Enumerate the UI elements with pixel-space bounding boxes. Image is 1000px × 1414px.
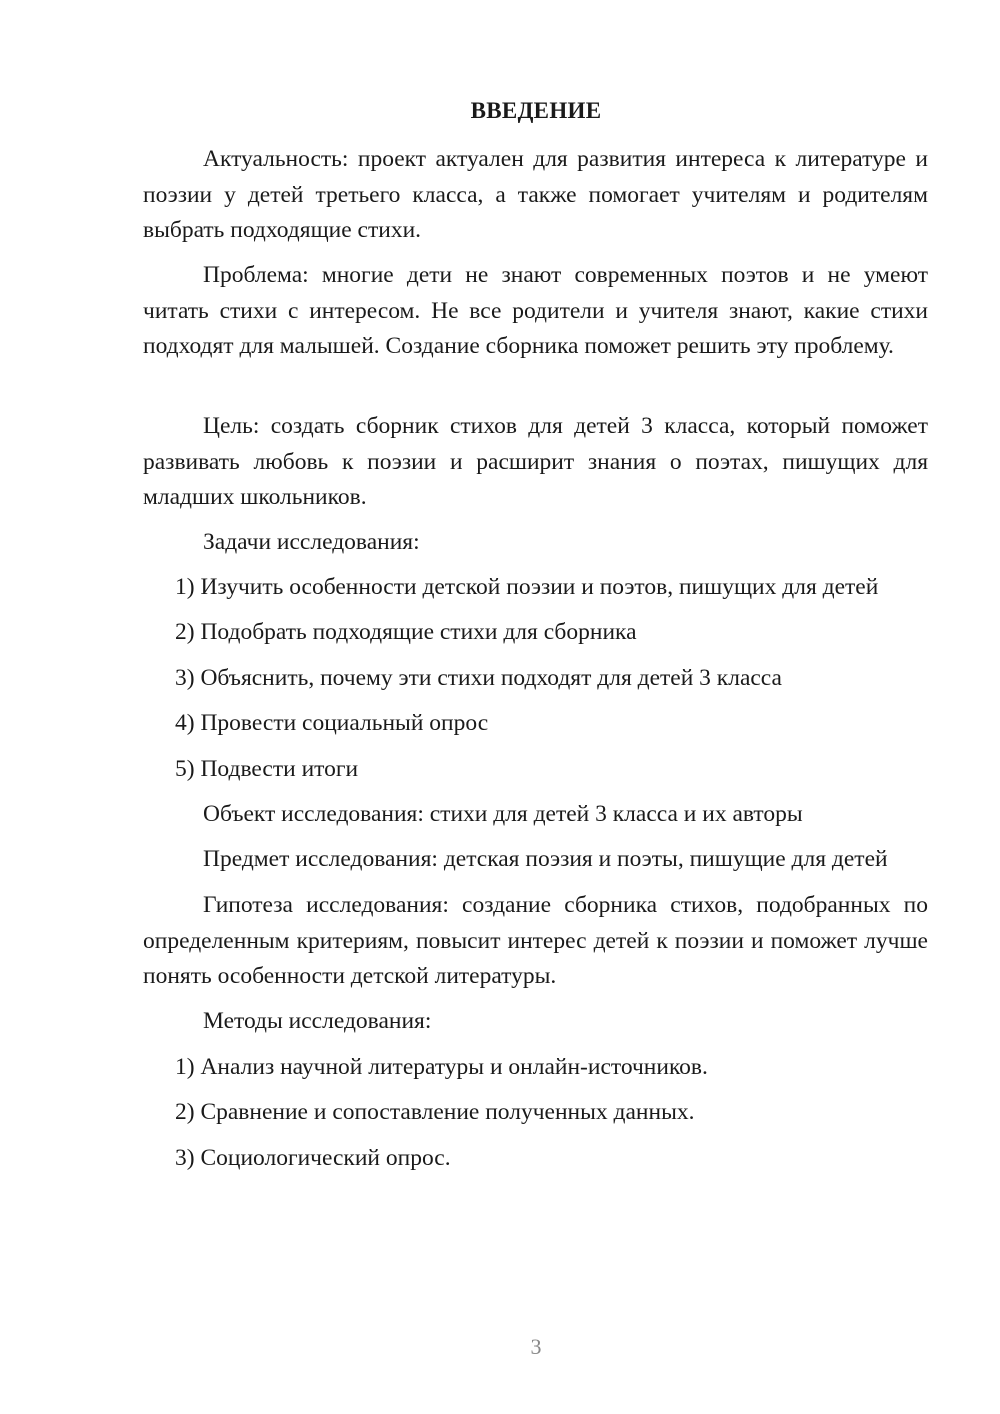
task-item-4: 4) Провести социальный опрос — [175, 710, 489, 736]
hypothesis-paragraph: Гипотеза исследования: создание сборника стихов, подобранных по определенным критериям, повысит интерес детей к поэзии и поможет лучше понять особенности детской литературы. — [143, 892, 928, 989]
subject-paragraph: Предмет исследования: детская поэзия и поэты, пишущие для детей — [203, 846, 888, 872]
methods-heading: Методы исследования: — [203, 1008, 432, 1034]
task-item-5: 5) Подвести итоги — [175, 756, 359, 782]
problem-paragraph: Проблема: многие дети не знают современных поэтов и не умеют читать стихи с интересом. Не все родители и учителя знают, какие стихи подходят для малышей. Создание сборника поможет решить эту проблему. — [143, 262, 928, 359]
tasks-heading: Задачи исследования: — [203, 529, 420, 555]
object-paragraph: Объект исследования: стихи для детей 3 класса и их авторы — [203, 801, 803, 827]
method-item-3: 3) Социологический опрос. — [175, 1145, 451, 1171]
goal-paragraph: Цель: создать сборник стихов для детей 3 класса, который поможет развивать любовь к поэзии и расширит знания о поэтах, пишущих для младших школьников. — [143, 413, 928, 510]
section-heading: ВВЕДЕНИЕ — [470, 98, 602, 123]
page-number: 3 — [530, 1334, 542, 1359]
method-item-2: 2) Сравнение и сопоставление полученных данных. — [175, 1099, 695, 1125]
task-item-2: 2) Подобрать подходящие стихи для сборника — [175, 619, 637, 645]
task-item-3: 3) Объяснить, почему эти стихи подходят для детей 3 класса — [175, 665, 782, 691]
relevance-paragraph: Актуальность: проект актуален для развития интереса к литературе и поэзии у детей третьего класса, а также помогает учителям и родителям выбрать подходящие стихи. — [143, 146, 928, 243]
task-item-1: 1) Изучить особенности детской поэзии и поэтов, пишущих для детей — [175, 574, 879, 600]
method-item-1: 1) Анализ научной литературы и онлайн-источников. — [175, 1054, 708, 1080]
